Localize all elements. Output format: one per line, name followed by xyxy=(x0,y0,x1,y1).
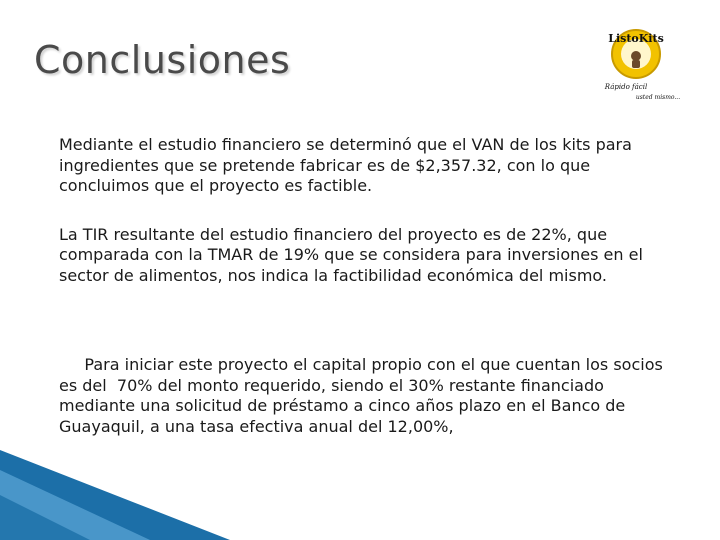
bullet-text: Mediante el estudio financiero se determinó que el VAN de los kits para ingredientes que se pretende fabricar es de $2,357.32, con lo que concluimos que el proyecto es factible. xyxy=(59,135,632,195)
logo-tagline-1: Rápido fácil xyxy=(604,83,648,91)
list-item xyxy=(30,225,680,287)
listokits-logo xyxy=(588,18,688,106)
bullet-text: La TIR resultante del estudio financiero del proyecto es de 22%, que comparada con la TMAR de 19% que se considera para inversiones en el sector de alimentos, nos indica la factibilidad económica del mismo. xyxy=(59,224,643,285)
bullet-text: Para iniciar este proyecto el capital propio con el que cuentan los socios es del 70% del monto requerido, siendo el 30% restante financiado mediante una solicitud de préstamo a cinco años plazo en el Banco de Guayaquil, a una tasa efectiva anual del 12,00%, xyxy=(59,355,668,436)
logo-figure-body xyxy=(632,60,640,68)
list-item xyxy=(30,135,680,197)
list-item xyxy=(30,314,680,458)
logo-name: ListoKits xyxy=(608,32,664,45)
conclusions-list xyxy=(30,135,680,458)
logo-figure-icon xyxy=(631,51,641,61)
slide-title: Conclusiones xyxy=(34,38,291,82)
corner-decoration xyxy=(0,450,230,540)
logo-tagline-2: usted mismo... xyxy=(635,94,681,101)
